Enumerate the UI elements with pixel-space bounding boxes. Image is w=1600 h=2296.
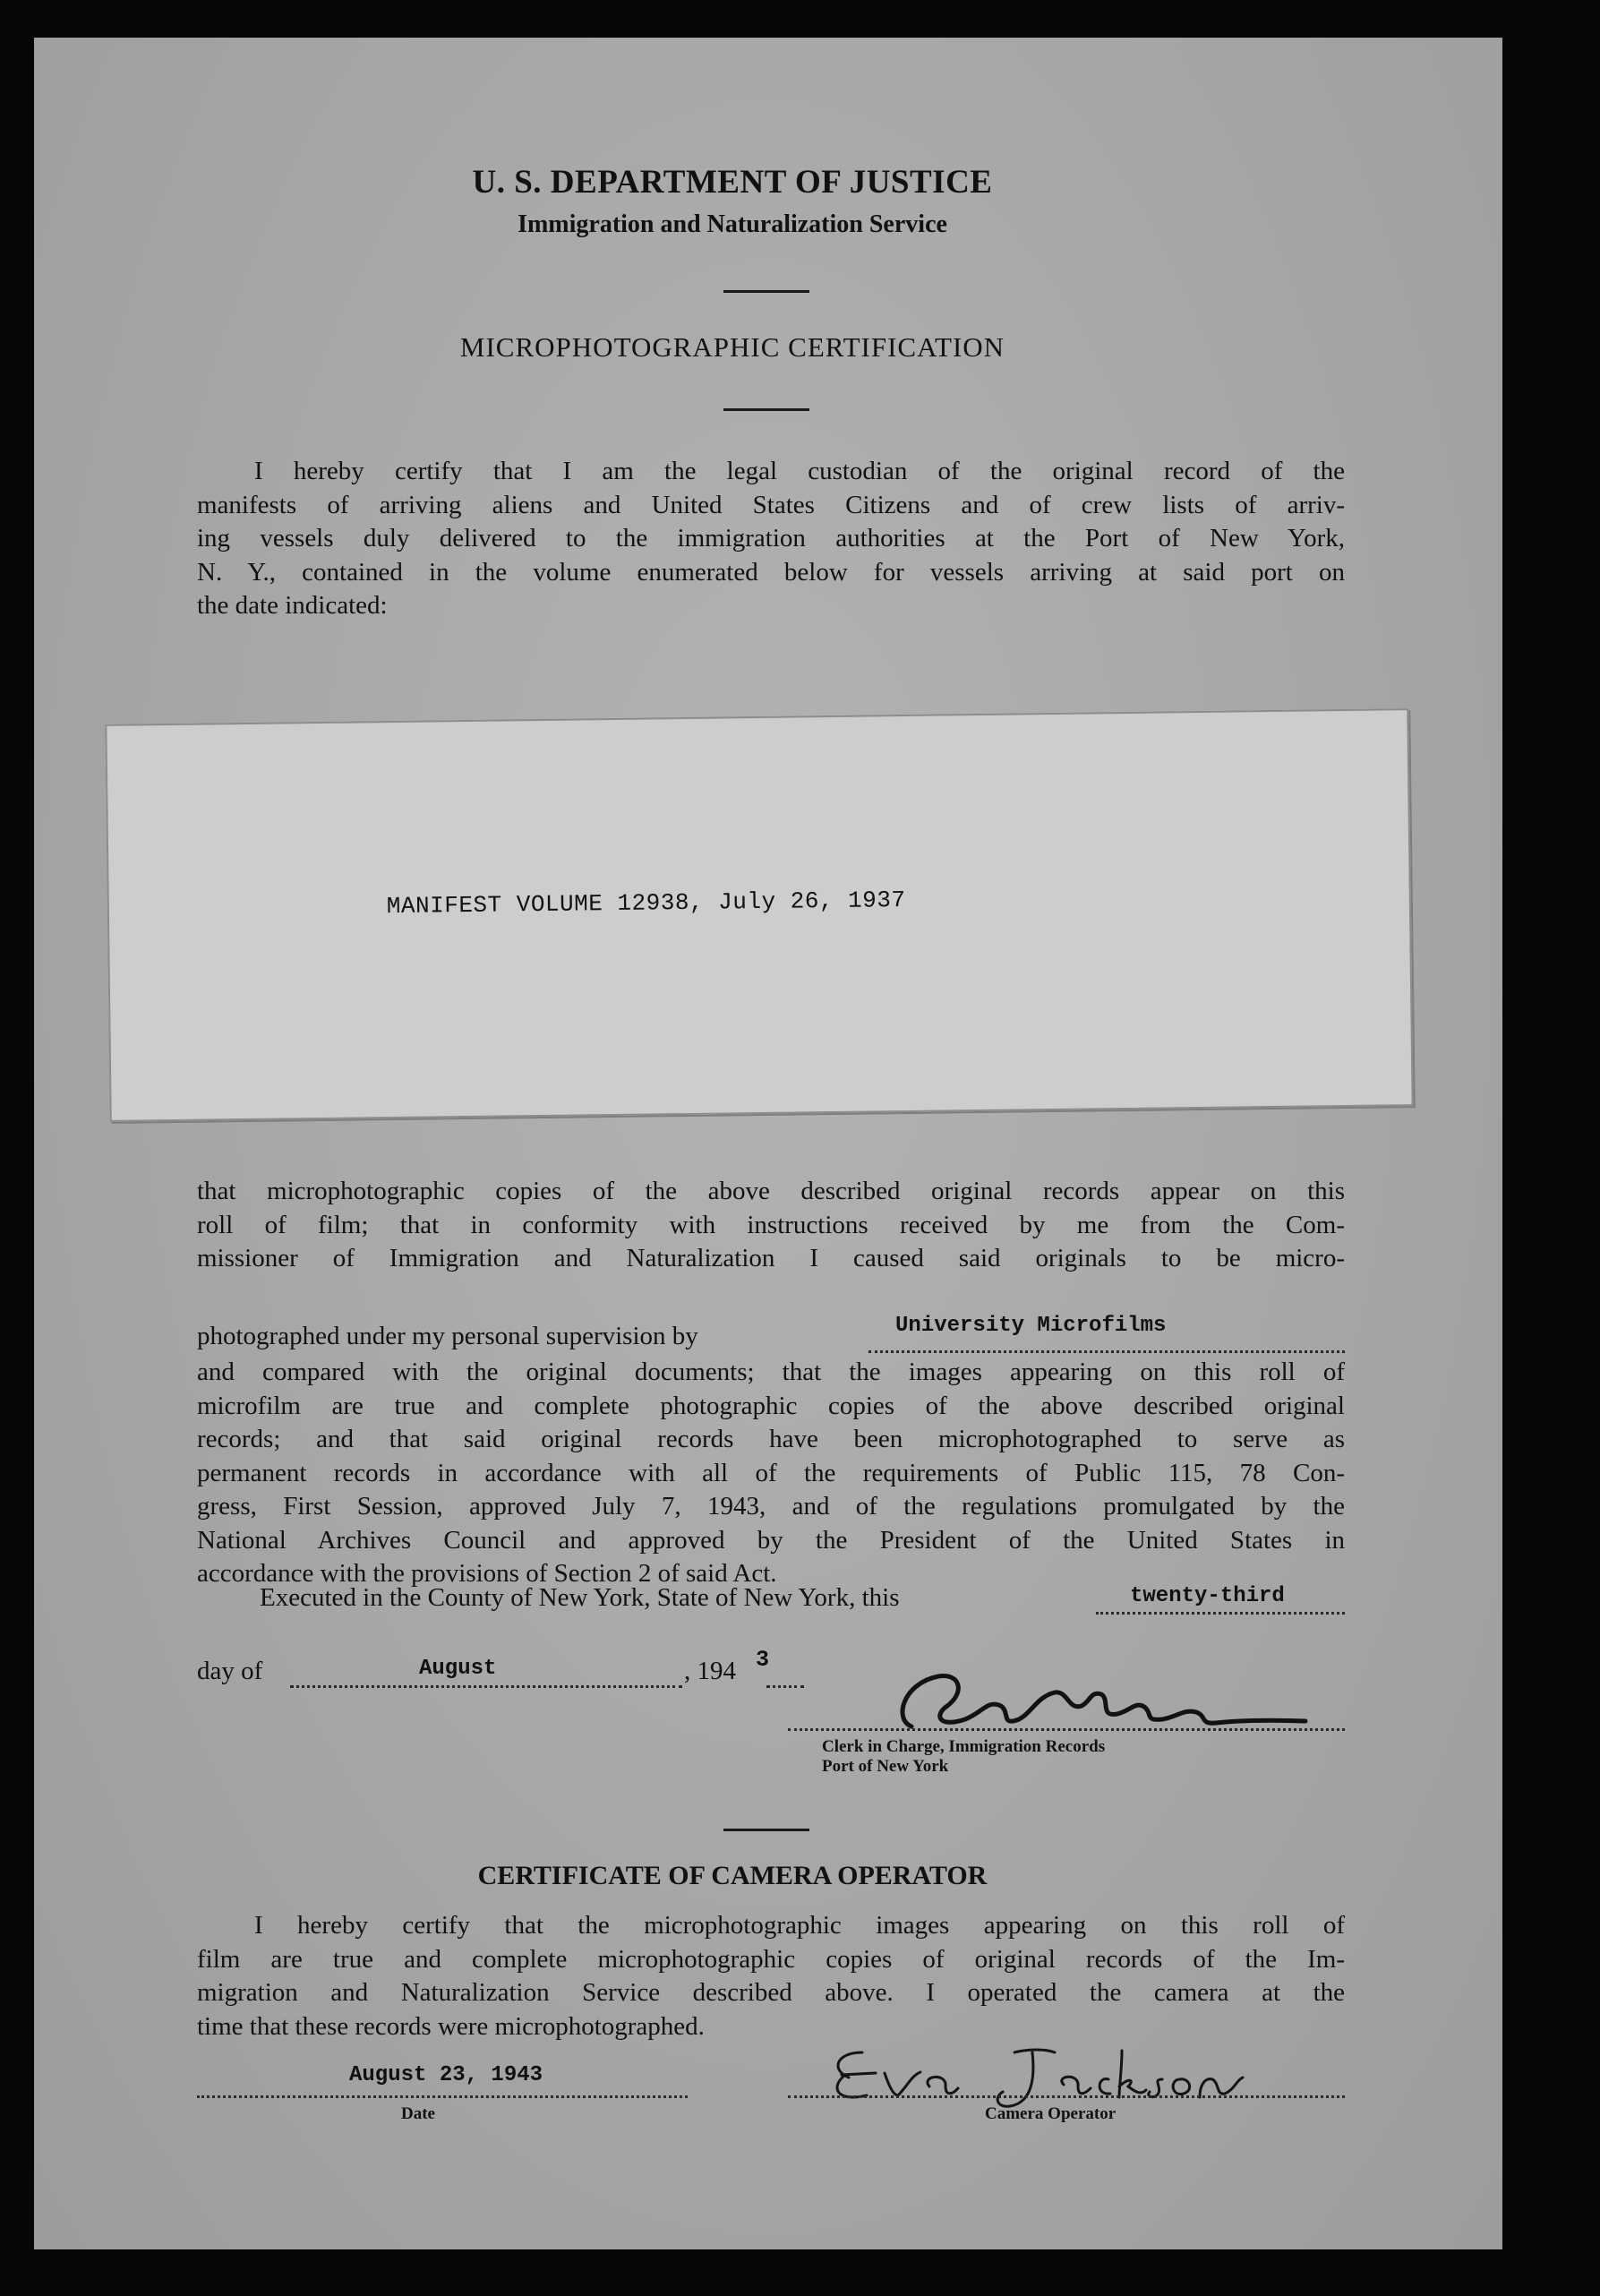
manifest-insert-slip (105, 708, 1413, 1122)
intro-line: the date indicated: (197, 591, 388, 620)
body-line: missioner of Immigration and Naturalization I caused said originals to be micro- (197, 1244, 1345, 1272)
section-divider (723, 1829, 809, 1831)
supervision-line-label: photographed under my personal supervision by (197, 1322, 698, 1350)
camera-line: I hereby certify that the microphotographic images appearing on this roll of (254, 1911, 1345, 1940)
body-line: roll of film; that in conformity with instructions received by me from the Com- (197, 1210, 1345, 1239)
year-fill: 3 (756, 1647, 770, 1673)
camera-operator-paragraph (197, 1909, 1345, 2043)
agency-heading: U. S. DEPARTMENT OF JUSTICE (472, 164, 993, 201)
microfilm-company-fill: University Microfilms (895, 1314, 1167, 1338)
date-label: Date (401, 2104, 435, 2123)
supervision-dotted-line (868, 1350, 1345, 1353)
clerk-title-line1: Clerk in Charge, Immigration Records (822, 1737, 1106, 1756)
header-divider-top (723, 290, 809, 293)
date-dotted-line (197, 2095, 688, 2098)
certification-date-fill: August 23, 1943 (349, 2063, 543, 2087)
camera-line: migration and Naturalization Service described above. I operated the camera at the (197, 1978, 1345, 2007)
clerk-title-line2: Port of New York (822, 1757, 949, 1776)
month-fill: August (419, 1657, 497, 1681)
camera-operator-label: Camera Operator (985, 2104, 1117, 2123)
intro-line: N. Y., contained in the volume enumerated below for vessels arriving at said port on (197, 557, 1345, 587)
certification-title: MICROPHOTOGRAPHIC CERTIFICATION (459, 331, 1005, 363)
camera-line: time that these records were microphotographed. (197, 2011, 705, 2041)
day-dotted-line (1096, 1612, 1345, 1615)
day-of-label: day of (197, 1657, 263, 1685)
operator-signature-line (788, 2095, 1345, 2098)
body-line: that microphotographic copies of the above described original records appear on this (197, 1177, 1345, 1205)
camera-operator-heading: CERTIFICATE OF CAMERA OPERATOR (477, 1861, 988, 1890)
certificate-sheet (34, 38, 1502, 2249)
intro-line: ing vessels duly delivered to the immigration authorities at the Port of New York, (197, 524, 1345, 553)
header-divider-bottom (723, 408, 809, 411)
body-line: and compared with the original documents; that the images appearing on this roll of (197, 1358, 1345, 1386)
day-fill: twenty-third (1130, 1584, 1285, 1608)
intro-line: manifests of arriving aliens and United States Citizens and of crew lists of arriv- (197, 490, 1345, 519)
body-line: National Archives Council and approved by the President of the United States in (197, 1525, 1345, 1555)
certification-body (197, 1175, 1345, 1276)
intro-paragraph (197, 455, 1345, 623)
body-line: records; and that said original records have been microphotographed to serve as (197, 1425, 1345, 1453)
body-line: permanent records in accordance with all of the requirements of Public 115, 78 Con- (197, 1458, 1345, 1487)
month-dotted-line (290, 1685, 682, 1688)
service-subheading: Immigration and Naturalization Service (518, 210, 947, 238)
intro-line: I hereby certify that I am the legal custodian of the original record of the (254, 457, 1345, 485)
body-line: accordance with the provisions of Section 2 of said Act. (197, 1559, 777, 1588)
camera-line: film are true and complete microphotographic copies of original records of the Im- (197, 1944, 1345, 1974)
year-dotted-line (766, 1685, 804, 1688)
manifest-volume-text: MANIFEST VOLUME 12938, July 26, 1937 (386, 887, 906, 921)
clerk-signature-line (788, 1728, 1345, 1731)
year-prefix: , 194 (684, 1657, 736, 1685)
body-line: microfilm are true and complete photographic copies of the above described original (197, 1391, 1345, 1420)
certification-body-continued (197, 1356, 1345, 1591)
body-line: gress, First Session, approved July 7, 1943, and of the regulations promulgated by the (197, 1492, 1345, 1521)
executed-label: Executed in the County of New York, State of New York, this (260, 1583, 900, 1612)
